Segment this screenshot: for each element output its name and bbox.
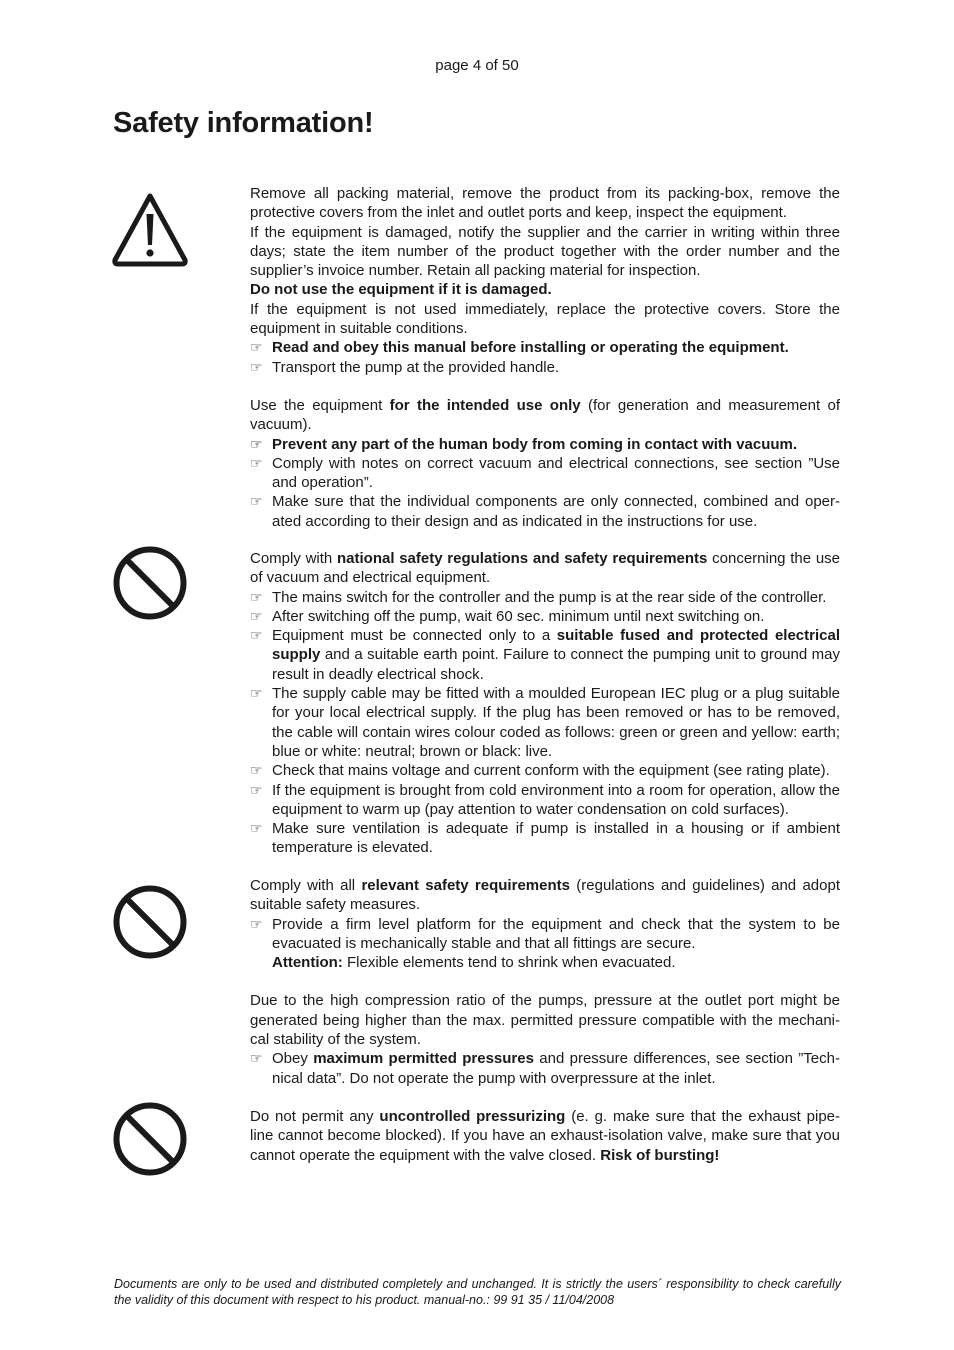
list-item: ☞ After switching off the pump, wait 60 sec. minimum until next switching on. (250, 607, 765, 625)
list-item: ☞ The supply cable may be fitted with a moulded European IEC plug or a plug suitable for your local electrical supply. If the plug has been removed or has to be removed, the cable will contain wires colour coded as follows: green or green and yellow: earth; blue or white: neutral; brown or black: live. (250, 685, 840, 760)
pointing-hand-icon: ☞ (250, 339, 263, 356)
prohibition-icon (112, 1101, 188, 1177)
pointing-hand-icon: ☞ (250, 435, 263, 452)
section-mechanical-safety (250, 876, 840, 1088)
pointing-hand-icon: ☞ (250, 762, 263, 779)
page-title: Safety information! (113, 107, 374, 139)
pointing-hand-icon: ☞ (250, 781, 263, 798)
paragraph: Do not permit any uncontrolled pressurizing (e. g. make sure that the exhaust pipe-line cannot become blocked). If you have an exhaust-isolation valve, make sure that you cannot operate the equipment with the valve closed. Risk of bursting! (250, 1108, 841, 1164)
pointing-hand-icon: ☞ (250, 627, 263, 644)
pointing-hand-icon: ☞ (250, 1050, 263, 1067)
pointing-hand-icon: ☞ (250, 915, 263, 932)
paragraph: Comply with national safety regulations and safety requirements concerning the use of vacuum and electrical equipment. (250, 550, 841, 587)
list-item: ☞ Comply with notes on correct vacuum and electrical connections, see section ”Use and operation”. (250, 454, 840, 492)
paragraph: If the equipment is damaged, notify the supplier and the carrier in writing within three days; state the item number of the product together with the order number and the supplier’s invoice number. Retain all packing material for inspection. (250, 223, 840, 280)
paragraph: Due to the high compression ratio of the pumps, pressure at the outlet port might be generated being higher than the max. permitted pressure compatible with the mechani-cal stability of the system. (250, 992, 840, 1049)
list-item: ☞ Prevent any part of the human body from coming in contact with vacuum. (250, 435, 798, 453)
list-item: ☞ Make sure ventilation is adequate if pump is installed in a housing or if ambient temperature is elevated. (250, 820, 840, 857)
pointing-hand-icon: ☞ (250, 493, 263, 510)
page-number: page 4 of 50 (435, 57, 519, 74)
paragraph: If the equipment is not used immediately, replace the protective covers. Store the equipment in suitable conditions. (250, 300, 840, 338)
list-item: ☞ If the equipment is brought from cold environment into a room for operation, allow the equipment to warm up (pay attention to water condensation on cold surfaces). (250, 781, 840, 818)
list-item: ☞ The mains switch for the controller and the pump is at the rear side of the controller. (250, 588, 827, 606)
paragraph-bold: Do not use the equipment if it is damaged. (250, 281, 552, 299)
pointing-hand-icon: ☞ (250, 685, 263, 702)
pointing-hand-icon: ☞ (250, 820, 263, 837)
list-item: ☞ Provide a firm level platform for the equipment and check that the system to be evacuated is mechanically stable and that all fittings are secure. Attention: Flexible elements tend to shrink when evacuated. (250, 915, 840, 972)
list-item: ☞ Obey maximum permitted pressures and pressure differences, see section ”Tech-nical data”. Do not operate the pump with overpressure at the inlet. (250, 1050, 840, 1087)
list-item: ☞ Check that mains voltage and current conform with the equipment (see rating plate). (250, 762, 830, 780)
section-electrical-safety (250, 549, 840, 858)
list-item: ☞ Transport the pump at the provided handle. (250, 358, 560, 376)
prohibition-icon (112, 545, 188, 621)
list-item: ☞ Equipment must be connected only to a suitable fused and protected electrical supply and a suitable earth point. Failure to connect the pumping unit to ground may result in deadly electrical shock. (250, 627, 840, 683)
pointing-hand-icon: ☞ (250, 358, 263, 375)
paragraph: Comply with all relevant safety requirements (regulations and guidelines) and adopt suitable safety measures. (250, 877, 840, 914)
pointing-hand-icon: ☞ (250, 607, 263, 624)
paragraph: Use the equipment for the intended use only (for generation and measurement of vacuum). (250, 396, 840, 434)
footer-disclaimer: Documents are only to be used and distributed completely and unchanged. It is strictly the users´ responsibility to check carefully the validity of this document with respect to his product. manual-no.: 99 91 35 / 11/04/2008 (114, 1277, 841, 1307)
warning-triangle-icon (112, 192, 188, 268)
list-item: ☞ Make sure that the individual components are only connected, combined and oper-ated according to their design and as indicated in the instructions for use. (250, 493, 840, 530)
section-unpacking (250, 184, 840, 531)
paragraph: Remove all packing material, remove the product from its packing-box, remove the protective covers from the inlet and outlet ports and keep, inspect the equipment. (250, 185, 840, 222)
pointing-hand-icon: ☞ (250, 588, 263, 605)
pointing-hand-icon: ☞ (250, 454, 263, 471)
list-item: ☞ Read and obey this manual before installing or operating the equipment. (250, 339, 789, 357)
prohibition-icon (112, 884, 188, 960)
section-pressurizing (250, 1107, 840, 1165)
